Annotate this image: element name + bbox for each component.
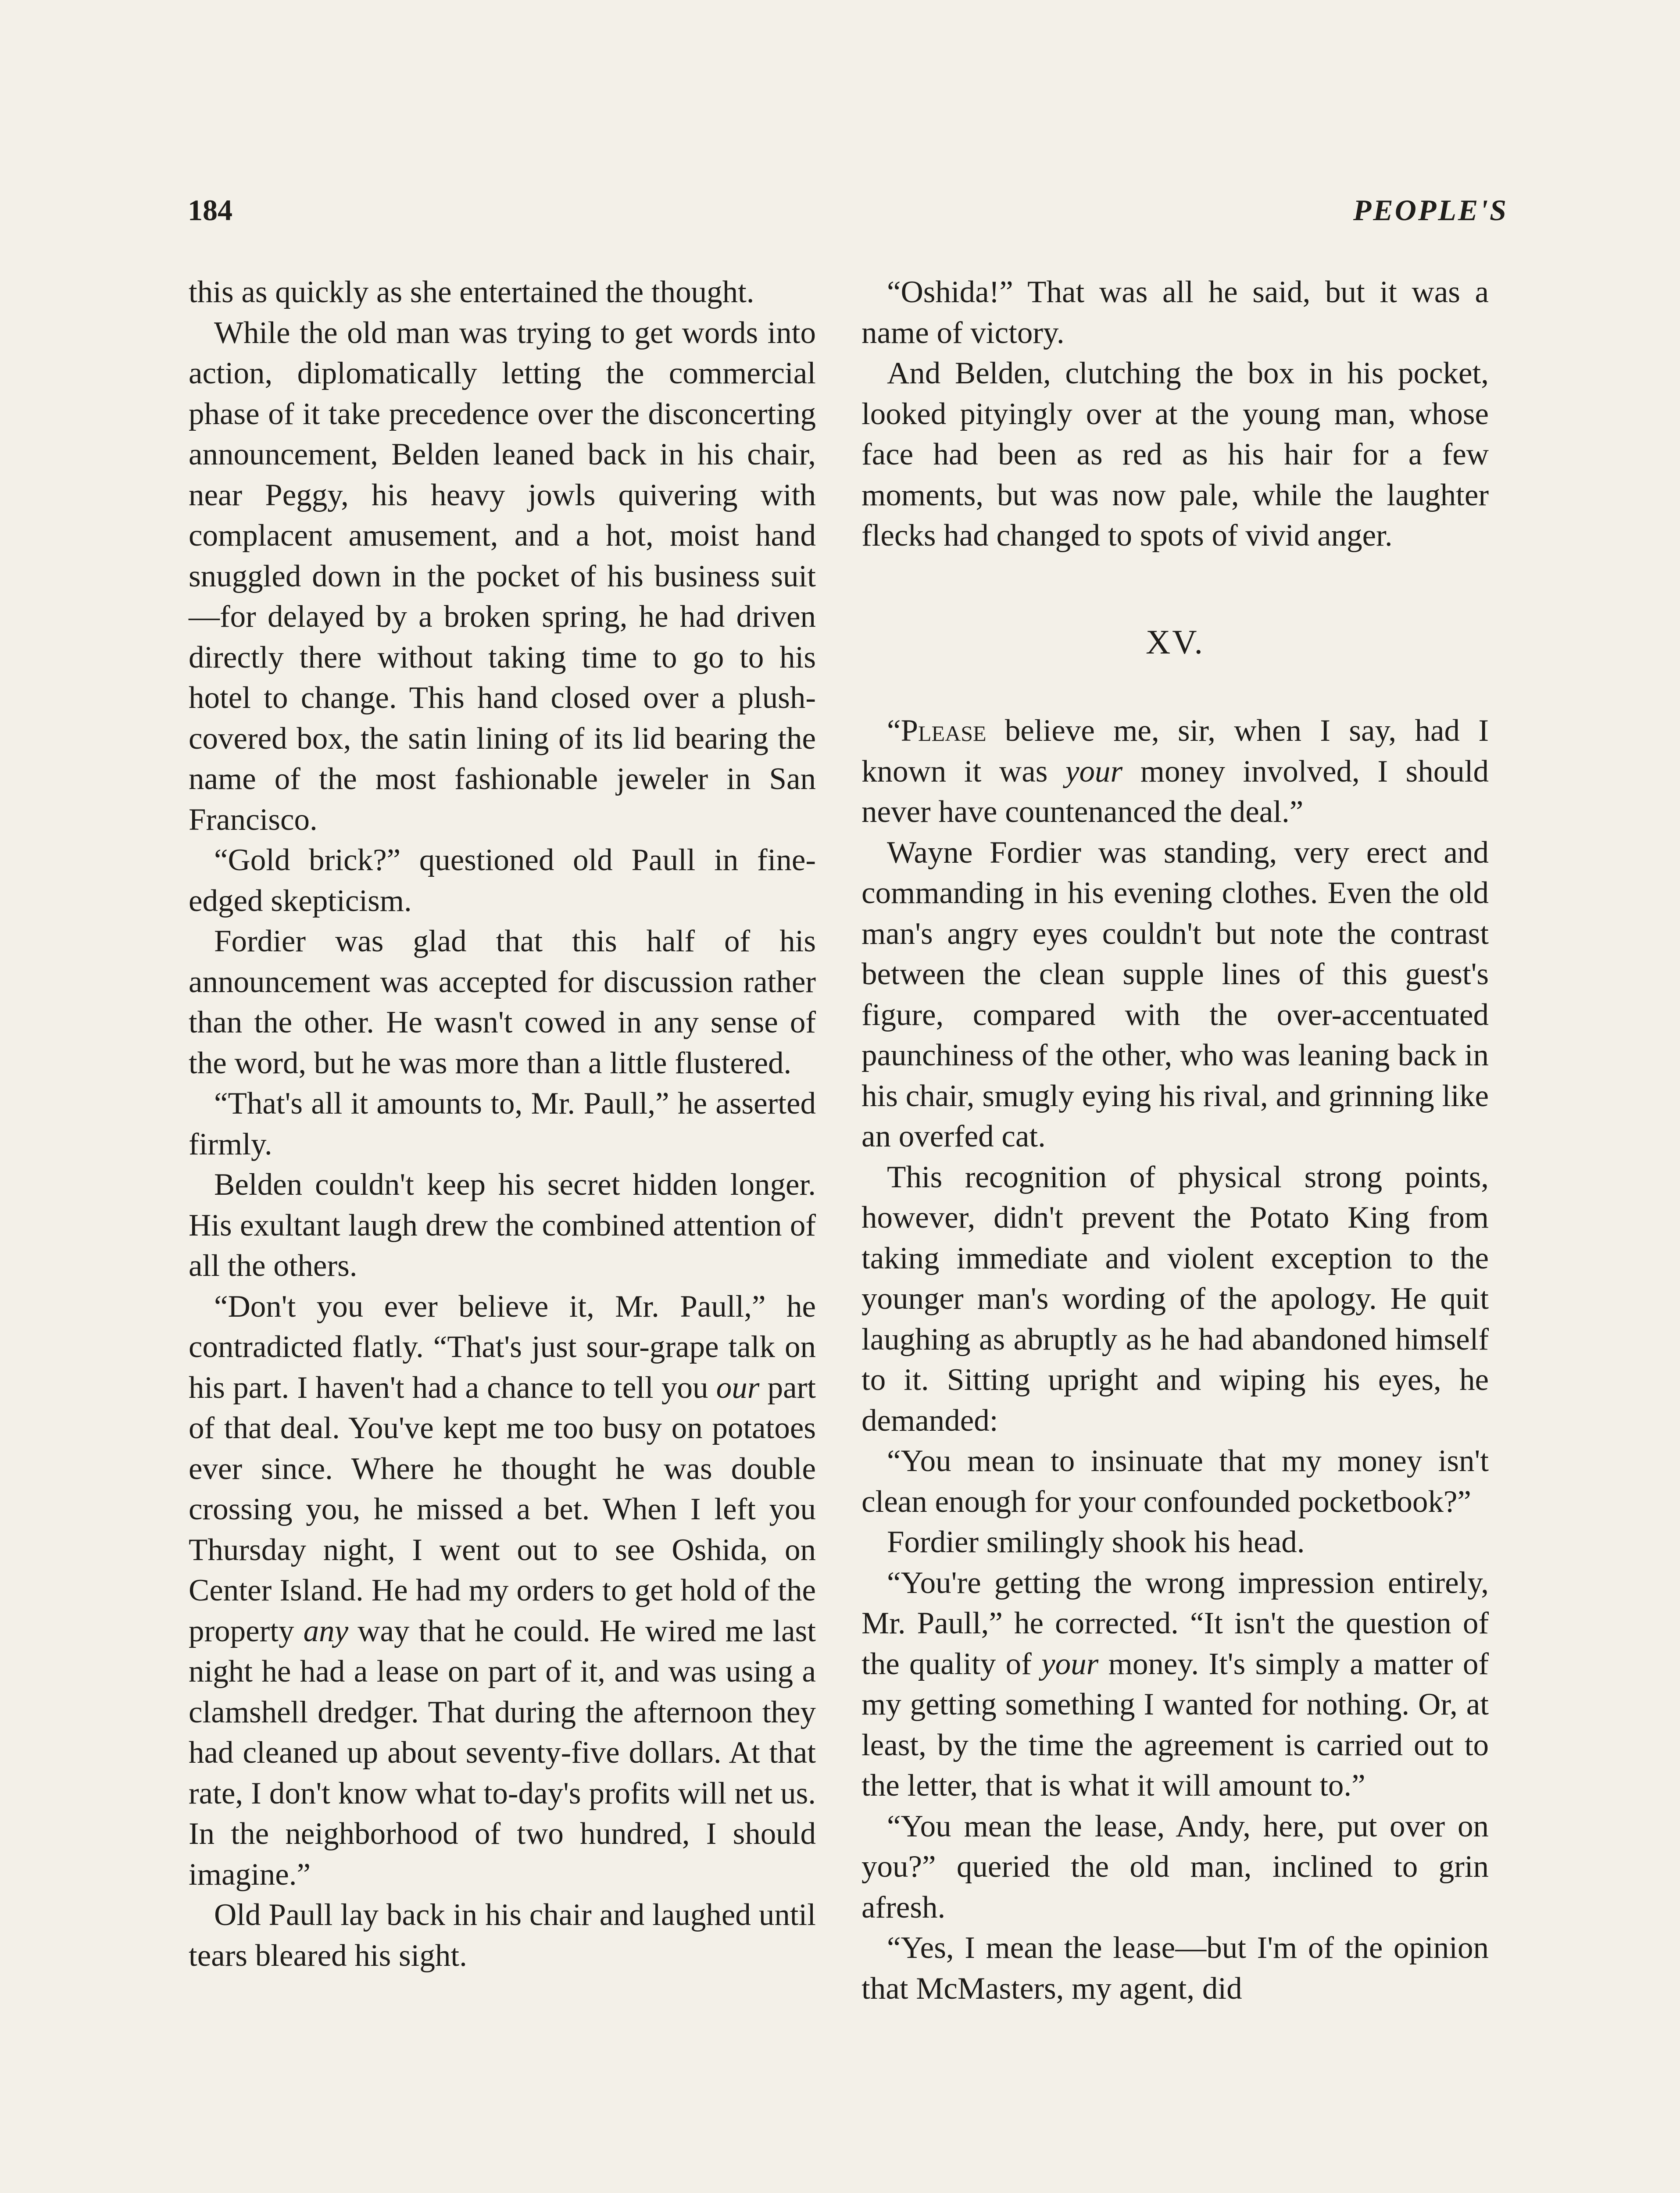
- paragraph: [861, 711, 1489, 832]
- right-column-top: [861, 272, 1489, 556]
- paragraph: And Belden, clutching the box in his pocket, looked pityingly over at the young man, whose face had been as red as his hair for a few moments, but was now pale, while the laughter flecks had changed to spots of vivid anger.: [861, 356, 1489, 553]
- paragraph: “Gold brick?” questioned old Paull in fine-edged skepticism.: [189, 843, 816, 918]
- page-header: [188, 193, 1508, 241]
- paragraph: [861, 1563, 1489, 1806]
- emphasis-text: any: [303, 1614, 349, 1648]
- emphasis-text: your: [1041, 1647, 1099, 1681]
- emphasis-text: our: [716, 1370, 760, 1405]
- paragraph: This recognition of physical strong points, however, didn't prevent the Potato King from taking immediate and violent exception to the younger man's wording of the apology. He quit laughing as abruptly as he had abandoned himself to it. Sitting upright and wiping his eyes, he demanded:: [861, 1160, 1489, 1438]
- smallcaps-text: “Please: [887, 714, 987, 748]
- text-run: “You're getting the wrong impression entirely, Mr. Paull,” he corrected. “It isn't the question of the quality of: [861, 1565, 1489, 1681]
- paragraph: “Oshida!” That was all he said, but it was a name of victory.: [861, 275, 1489, 350]
- section-heading: XV.: [1145, 622, 1205, 661]
- right-column-bottom: [861, 711, 1489, 2009]
- text-run: money. It's simply a matter of my getting something I wanted for nothing. Or, at least, by the time the agreement is carried out to the letter, that is what it will amount to.”: [861, 1647, 1489, 1803]
- paragraph: Wayne Fordier was standing, very erect and commanding in his evening clothes. Even the old man's angry eyes couldn't but note the contrast between the clean supple lines of this guest's figure, compared with the over-accentuated paunchiness of the other, who was leaning back in his chair, smugly eying his rival, and grinning like an overfed cat.: [861, 835, 1489, 1154]
- text-run: part of that deal. You've kept me too busy on potatoes ever since. Where he thought he was double crossing you, he missed a bet. When I left you Thursday night, I went out to see Oshida, on Center Island. He had my orders to get hold of the property: [189, 1370, 816, 1648]
- text-run: believe me, sir, when I say, had I known it was: [861, 714, 1489, 789]
- text-run: way that he could. He wired me last night he had a lease on part of it, and was using a clamshell dredger. That during the afternoon they had cleaned up about seventy-five dollars. At that rate, I don't know what to-day's profits will net us. In the neighborhood of two hundred, I should imagine.”: [189, 1614, 816, 1892]
- paragraph: “You mean the lease, Andy, here, put over on you?” queried the old man, inclined to grin afresh.: [861, 1809, 1489, 1925]
- paragraph: Belden couldn't keep his secret hidden longer. His exultant laugh drew the combined attention of all the others.: [189, 1168, 816, 1283]
- paragraph: this as quickly as she entertained the thought.: [189, 275, 754, 309]
- page-number: 184: [188, 193, 232, 227]
- paragraph: “That's all it amounts to, Mr. Paull,” he asserted firmly.: [189, 1086, 816, 1161]
- text-run: “Don't you ever believe it, Mr. Paull,” he contradicted flatly. “That's just sour-grape talk on his part. I haven't had a chance to tell you: [189, 1289, 816, 1405]
- paragraph: [189, 1286, 816, 1895]
- text-run: money involved, I should never have countenanced the deal.”: [861, 754, 1489, 829]
- left-column: [189, 272, 816, 1976]
- running-head: PEOPLE'S: [1353, 193, 1508, 227]
- paragraph: “You mean to insinuate that my money isn't clean enough for your confounded pocketbook?”: [861, 1444, 1489, 1519]
- emphasis-text: your: [1065, 754, 1123, 789]
- paragraph: Fordier was glad that this half of his announcement was accepted for discussion rather than the other. He wasn't cowed in any sense of the word, but he was more than a little flustered.: [189, 924, 816, 1080]
- paragraph: “Yes, I mean the lease—but I'm of the opinion that McMasters, my agent, did: [861, 1931, 1489, 2006]
- right-column: [861, 272, 1489, 2009]
- paragraph: While the old man was trying to get words into action, diplomatically letting the commercial phase of it take precedence over the disconcerting announcement, Belden leaned back in his chair, near Peggy, his heavy jowls quivering with complacent amusement, and a hot, moist hand snuggled down in the pocket of his business suit—for delayed by a broken spring, he had driven directly there without taking time to go to his hotel to change. This hand closed over a plush-covered box, the satin lining of its lid bearing the name of the most fashionable jeweler in San Francisco.: [189, 315, 816, 837]
- paragraph: Fordier smilingly shook his head.: [887, 1525, 1305, 1559]
- paragraph: Old Paull lay back in his chair and laughed until tears bleared his sight.: [189, 1898, 816, 1973]
